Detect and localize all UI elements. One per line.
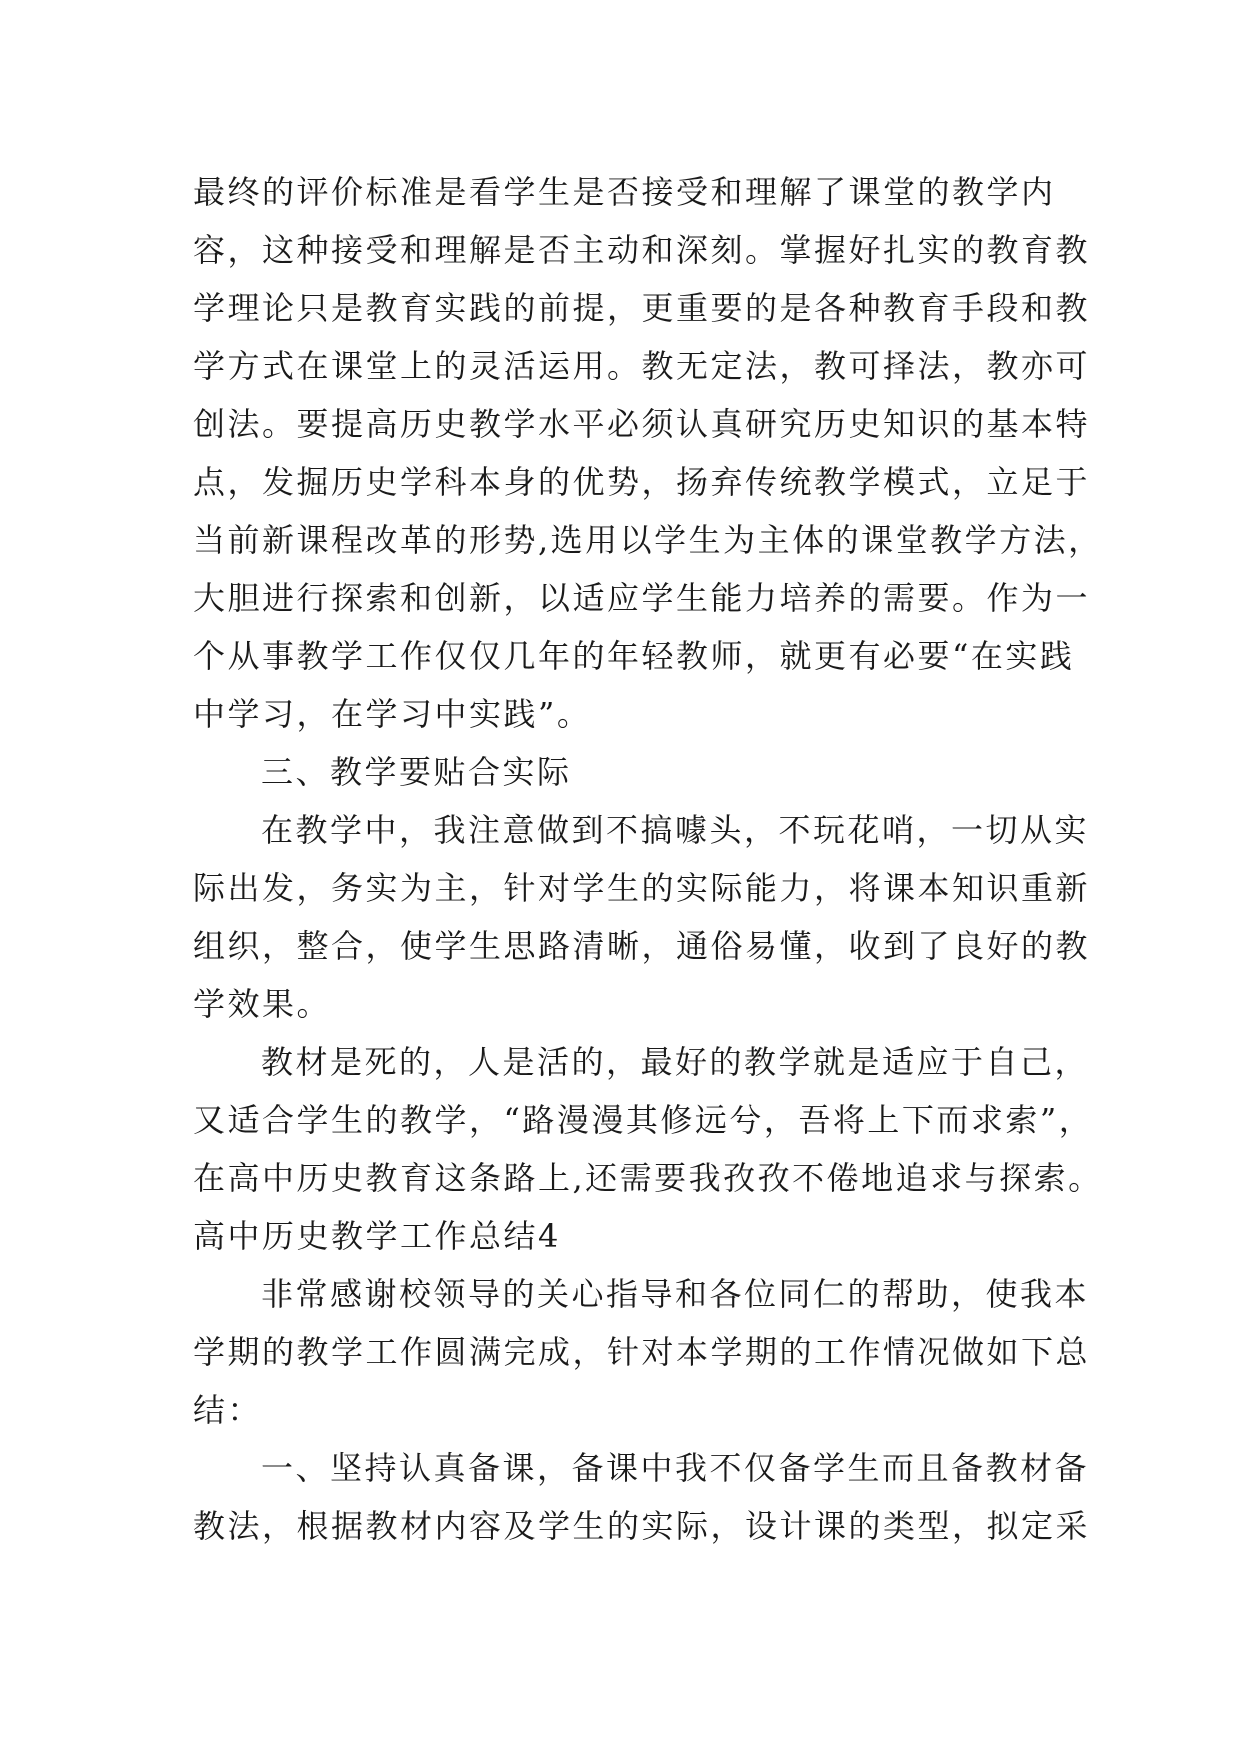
text-line: 创法。要提高历史教学水平必须认真研究历史知识的基本特 (193, 405, 1091, 443)
text-line: 学期的教学工作圆满完成，针对本学期的工作情况做如下总 (193, 1333, 1091, 1371)
text-line: 点，发掘历史学科本身的优势，扬弃传统教学模式，立足于 (193, 463, 1091, 501)
text-line: 教材是死的，人是活的，最好的教学就是适应于自己， (261, 1043, 1090, 1081)
text-line: 中学习，在学习中实践”。 (193, 695, 592, 733)
text-line: 学理论只是教育实践的前提，更重要的是各种教育手段和教 (193, 289, 1091, 327)
text-line: 学效果。 (193, 985, 332, 1023)
text-line: 个从事教学工作仅仅几年的年轻教师，就更有必要“在实践 (193, 637, 1075, 675)
text-line: 结： (193, 1391, 263, 1429)
text-line: 组织，整合，使学生思路清晰，通俗易懂，收到了良好的教 (193, 927, 1091, 965)
text-line: 一、坚持认真备课，备课中我不仅备学生而且备教材备 (261, 1449, 1090, 1487)
text-line: 教法，根据教材内容及学生的实际，设计课的类型，拟定采 (193, 1507, 1091, 1545)
text-line: 当前新课程改革的形势,选用以学生为主体的课堂教学方法， (193, 521, 1103, 559)
document-subtitle: 高中历史教学工作总结4 (193, 1217, 561, 1255)
document-body (193, 163, 1103, 1555)
section-heading: 三、教学要贴合实际 (261, 753, 572, 791)
text-line: 学方式在课堂上的灵活运用。教无定法，教可择法，教亦可 (193, 347, 1091, 385)
text-line: 在教学中，我注意做到不搞噱头，不玩花哨，一切从实 (261, 811, 1090, 849)
text-line: 又适合学生的教学，“路漫漫其修远兮，吾将上下而求索”， (193, 1101, 1094, 1139)
text-line: 在高中历史教育这条路上,还需要我孜孜不倦地追求与探索。 (193, 1159, 1103, 1197)
text-line: 容，这种接受和理解是否主动和深刻。掌握好扎实的教育教 (193, 231, 1091, 269)
text-line: 最终的评价标准是看学生是否接受和理解了课堂的教学内 (193, 173, 1056, 211)
text-line: 非常感谢校领导的关心指导和各位同仁的帮助，使我本 (261, 1275, 1090, 1313)
text-line: 大胆进行探索和创新，以适应学生能力培养的需要。作为一 (193, 579, 1091, 617)
text-line: 际出发，务实为主，针对学生的实际能力，将课本知识重新 (193, 869, 1091, 907)
